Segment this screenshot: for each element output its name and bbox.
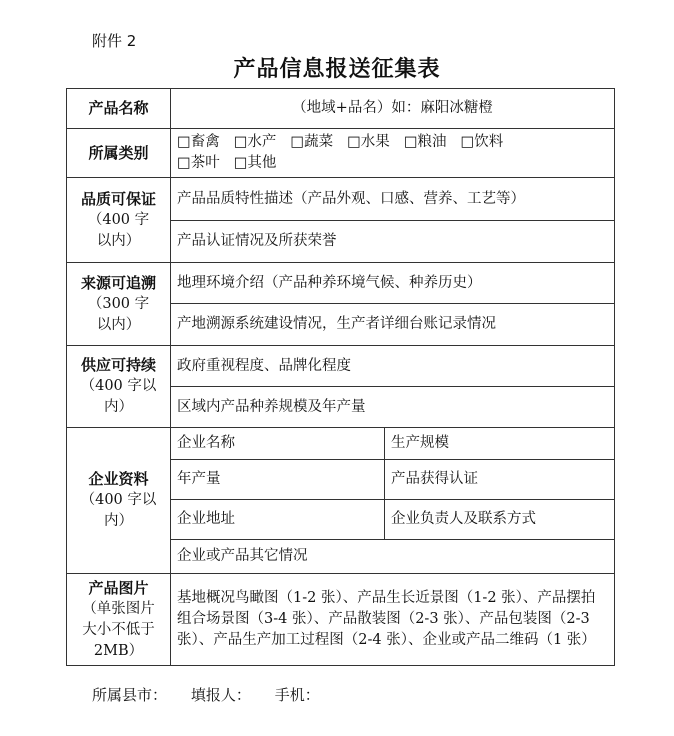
enterprise-label: 企业资料 （400 字以 内）	[67, 428, 171, 574]
footer-county-label: 所属县市：	[92, 686, 168, 704]
enterprise-certification-field[interactable]: 产品获得认证	[385, 460, 615, 500]
row-category	[67, 129, 615, 178]
source-label: 来源可追溯 （300 字 以内）	[67, 263, 171, 346]
category-checkbox-livestock[interactable]: □畜禽	[177, 134, 220, 150]
category-checkbox-vegetable[interactable]: □蔬菜	[290, 134, 334, 150]
enterprise-output-field[interactable]: 年产量	[171, 460, 385, 500]
enterprise-other-field[interactable]: 企业或产品其它情况	[171, 540, 615, 574]
source-traceability-field[interactable]: 产地溯源系统建设情况，生产者详细台账记录情况	[171, 304, 615, 346]
row-enterprise-1	[67, 428, 615, 460]
row-source-1	[67, 263, 615, 304]
form-title: 产品信息报送征集表	[233, 57, 441, 82]
category-options	[171, 129, 615, 178]
footer-phone-label: 手机：	[274, 686, 320, 704]
enterprise-address-field[interactable]: 企业地址	[171, 500, 385, 540]
category-checkbox-beverage[interactable]: □饮料	[460, 134, 504, 150]
attachment-label: 附件 2	[92, 32, 137, 50]
enterprise-contact-field[interactable]: 企业负责人及联系方式	[385, 500, 615, 540]
row-product-name	[67, 89, 615, 129]
category-checkbox-aquatic[interactable]: □水产	[233, 134, 277, 150]
row-images	[67, 574, 615, 666]
source-environment-field[interactable]: 地理环境介绍（产品种养环境气候、种养历史）	[171, 263, 615, 304]
enterprise-scale-field[interactable]: 生产规模	[385, 428, 615, 460]
supply-label: 供应可持续 （400 字以 内）	[67, 346, 171, 428]
category-checkbox-grain-oil[interactable]: □粮油	[403, 134, 447, 150]
row-quality-1	[67, 178, 615, 221]
category-checkbox-tea[interactable]: □茶叶	[177, 155, 220, 171]
form-footer	[92, 684, 320, 705]
product-name-label: 产品名称	[67, 89, 171, 129]
supply-government-field[interactable]: 政府重视程度、品牌化程度	[171, 346, 615, 387]
quality-certification-field[interactable]: 产品认证情况及所获荣誉	[171, 221, 615, 263]
supply-scale-field[interactable]: 区域内产品种养规模及年产量	[171, 387, 615, 428]
enterprise-name-field[interactable]: 企业名称	[171, 428, 385, 460]
images-requirements-field[interactable]: 基地概况鸟瞰图（1-2 张）、产品生长近景图（1-2 张）、产品摆拍组合场景图（3-4 张）、产品散装图（2-3 张）、产品包装图（2-3 张）、产品生产加工过程图（2-4 张）、企业或产品二维码（1 张）	[171, 574, 615, 666]
row-supply-1	[67, 346, 615, 387]
category-checkbox-other[interactable]: □其他	[233, 155, 277, 171]
quality-label: 品质可保证 （400 字 以内）	[67, 178, 171, 263]
product-name-field[interactable]: （地域+品名）如：麻阳冰糖橙	[171, 89, 615, 129]
category-checkbox-fruit[interactable]: □水果	[347, 134, 390, 150]
footer-filler-label: 填报人：	[190, 686, 251, 704]
quality-description-field[interactable]: 产品品质特性描述（产品外观、口感、营养、工艺等）	[171, 178, 615, 221]
images-label: 产品图片 （单张图片 大小不低于 2MB）	[67, 574, 171, 666]
category-label: 所属类别	[67, 129, 171, 178]
info-form-table	[66, 88, 615, 666]
